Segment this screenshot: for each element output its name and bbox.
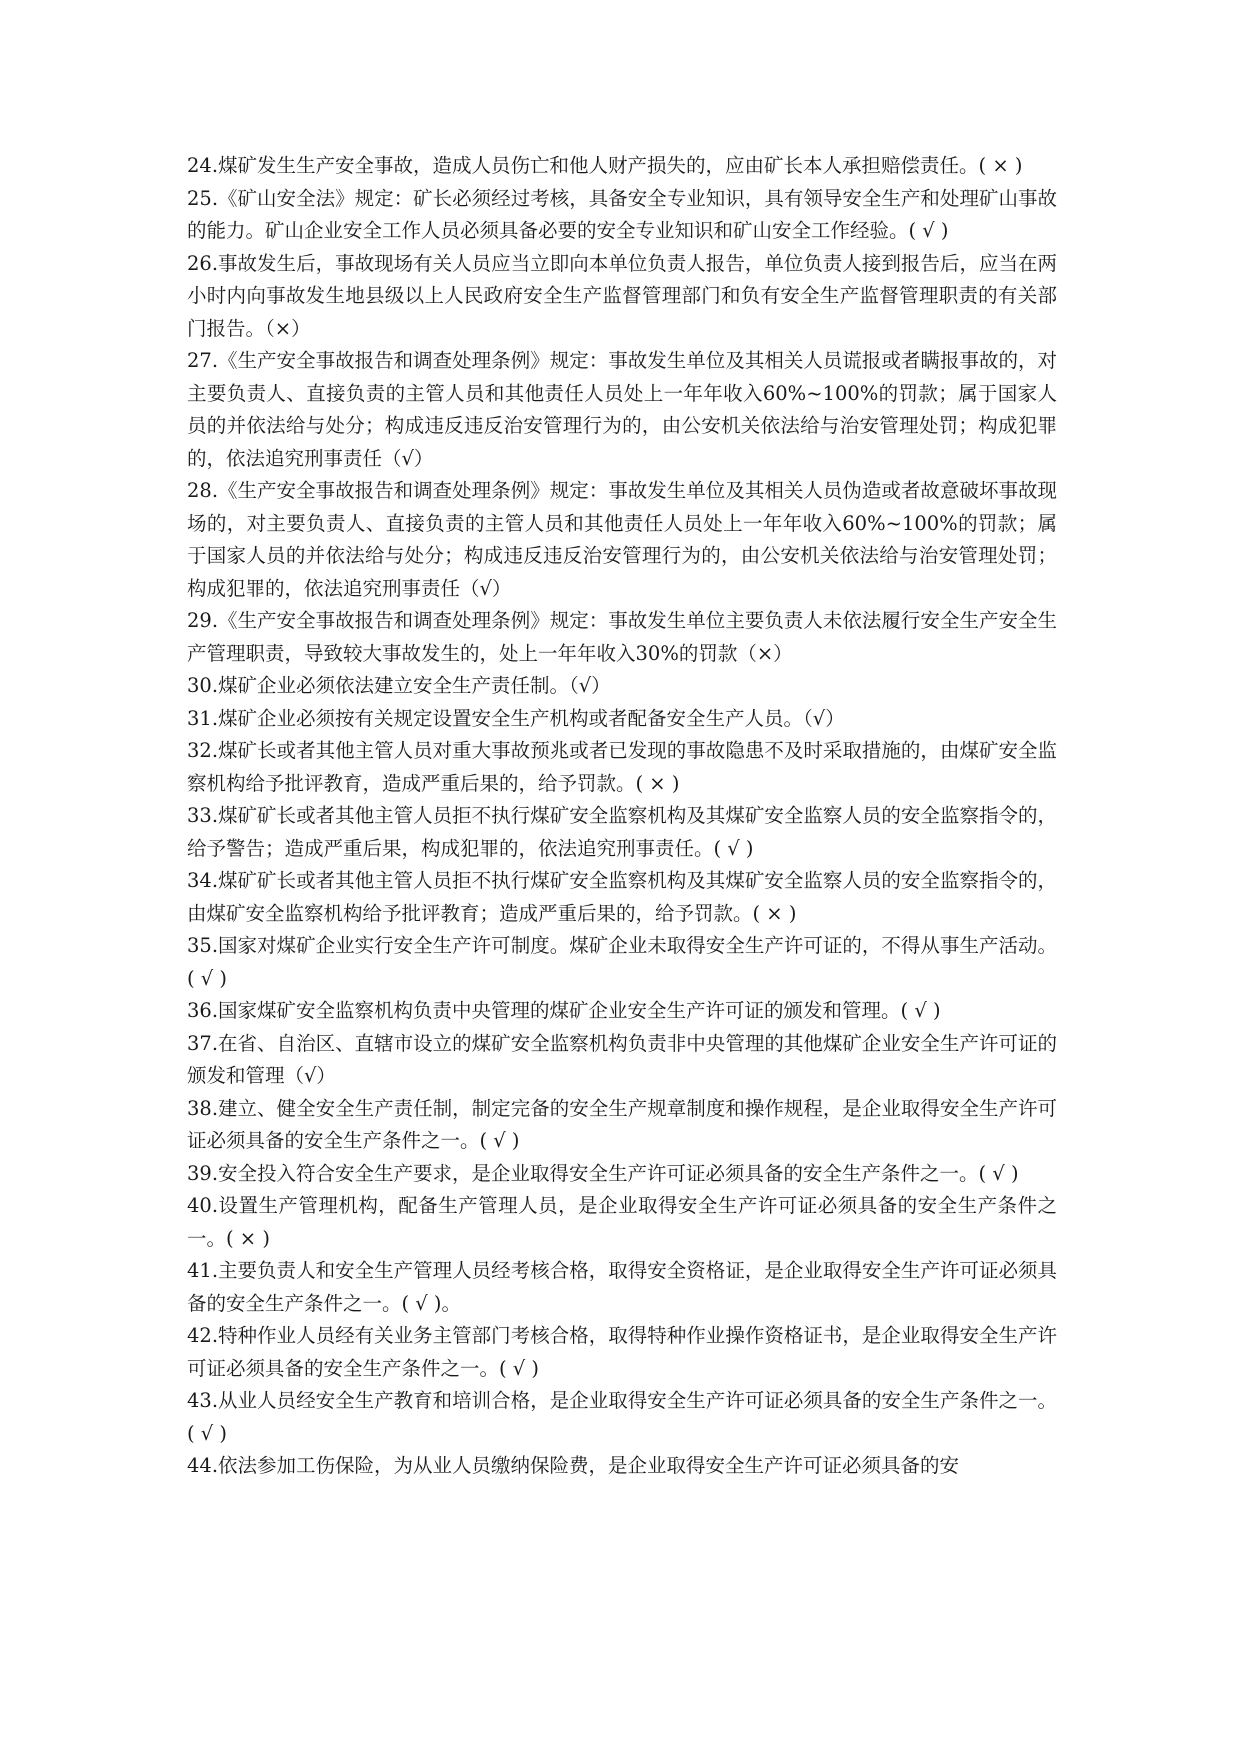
question-item: 31.煤矿企业必须按有关规定设置安全生产机构或者配备安全生产人员。（√） xyxy=(187,706,845,730)
question-item: 25.《矿山安全法》规定：矿长必须经过考核，具备安全专业知识，具有领导安全生产和处理矿山事故的能力。矿山企业安全工作人员必须具备必要的安全专业知识和矿山安全工作经验。( √ ) xyxy=(187,186,1057,242)
question-item: 41.主要负责人和安全生产管理人员经考核合格，取得安全资格证，是企业取得安全生产许可证必须具备的安全生产条件之一。( √ )。 xyxy=(187,1259,1057,1315)
question-list xyxy=(187,150,1057,1483)
question-item: 37.在省、自治区、直辖市设立的煤矿安全监察机构负责非中央管理的其他煤矿企业安全生产许可证的颁发和管理（√） xyxy=(187,1031,1057,1087)
question-item: 30.煤矿企业必须依法建立安全生产责任制。（√） xyxy=(187,674,611,697)
question-item: 34.煤矿矿长或者其他主管人员拒不执行煤矿安全监察机构及其煤矿安全监察人员的安全监察指令的，由煤矿安全监察机构给予批评教育；造成严重后果的，给予罚款。( × ) xyxy=(187,869,1057,925)
question-item: 35.国家对煤矿企业实行安全生产许可制度。煤矿企业未取得安全生产许可证的，不得从事生产活动。( √ ) xyxy=(187,934,1057,990)
question-item: 29.《生产安全事故报告和调查处理条例》规定：事故发生单位主要负责人未依法履行安全生产安全生产管理职责，导致较大事故发生的，处上一年年收入30%的罚款（×） xyxy=(187,609,1057,665)
question-item: 43.从业人员经安全生产教育和培训合格，是企业取得安全生产许可证必须具备的安全生产条件之一。( √ ) xyxy=(187,1389,1057,1445)
question-item: 24.煤矿发生生产安全事故，造成人员伤亡和他人财产损失的，应由矿长本人承担赔偿责任。( × ) xyxy=(187,154,1023,177)
question-item: 42.特种作业人员经有关业务主管部门考核合格，取得特种作业操作资格证书，是企业取得安全生产许可证必须具备的安全生产条件之一。( √ ) xyxy=(187,1324,1057,1380)
question-item: 27.《生产安全事故报告和调查处理条例》规定：事故发生单位及其相关人员谎报或者瞒报事故的，对主要负责人、直接负责的主管人员和其他责任人员处上一年年收入60%~100%的罚款；属于国家人员的并依法给与处分；构成违反违反治安管理行为的，由公安机关依法给与治安管理处罚；构成犯罪的，依法追究刑事责任（√） xyxy=(187,349,1057,470)
question-item: 28.《生产安全事故报告和调查处理条例》规定：事故发生单位及其相关人员伪造或者故意破坏事故现场的，对主要负责人、直接负责的主管人员和其他责任人员处上一年年收入60%~100%的罚款；属于国家人员的并依法给与处分；构成违反违反治安管理行为的，由公安机关依法给与治安管理处罚；构成犯罪的，依法追究刑事责任（√） xyxy=(187,479,1057,600)
question-item: 38.建立、健全安全生产责任制，制定完备的安全生产规章制度和操作规程，是企业取得安全生产许可证必须具备的安全生产条件之一。( √ ) xyxy=(187,1096,1057,1152)
question-item: 39.安全投入符合安全生产要求，是企业取得安全生产许可证必须具备的安全生产条件之一。( √ ) xyxy=(187,1161,1019,1185)
question-item: 33.煤矿矿长或者其他主管人员拒不执行煤矿安全监察机构及其煤矿安全监察人员的安全监察指令的，给予警告；造成严重后果，构成犯罪的，依法追究刑事责任。( √ ) xyxy=(187,804,1057,860)
question-item: 44.依法参加工伤保险，为从业人员缴纳保险费，是企业取得安全生产许可证必须具备的安 xyxy=(187,1454,960,1477)
question-item: 32.煤矿长或者其他主管人员对重大事故预兆或者已发现的事故隐患不及时采取措施的，由煤矿安全监察机构给予批评教育，造成严重后果的，给予罚款。( × ) xyxy=(187,739,1057,795)
question-item: 40.设置生产管理机构，配备生产管理人员，是企业取得安全生产许可证必须具备的安全生产条件之一。( × ) xyxy=(187,1194,1057,1250)
question-item: 36.国家煤矿安全监察机构负责中央管理的煤矿企业安全生产许可证的颁发和管理。( √ ) xyxy=(187,999,941,1022)
question-item: 26.事故发生后，事故现场有关人员应当立即向本单位负责人报告，单位负责人接到报告后，应当在两小时内向事故发生地县级以上人民政府安全生产监督管理部门和负有安全生产监督管理职责的有关部门报告。（×） xyxy=(187,251,1057,340)
